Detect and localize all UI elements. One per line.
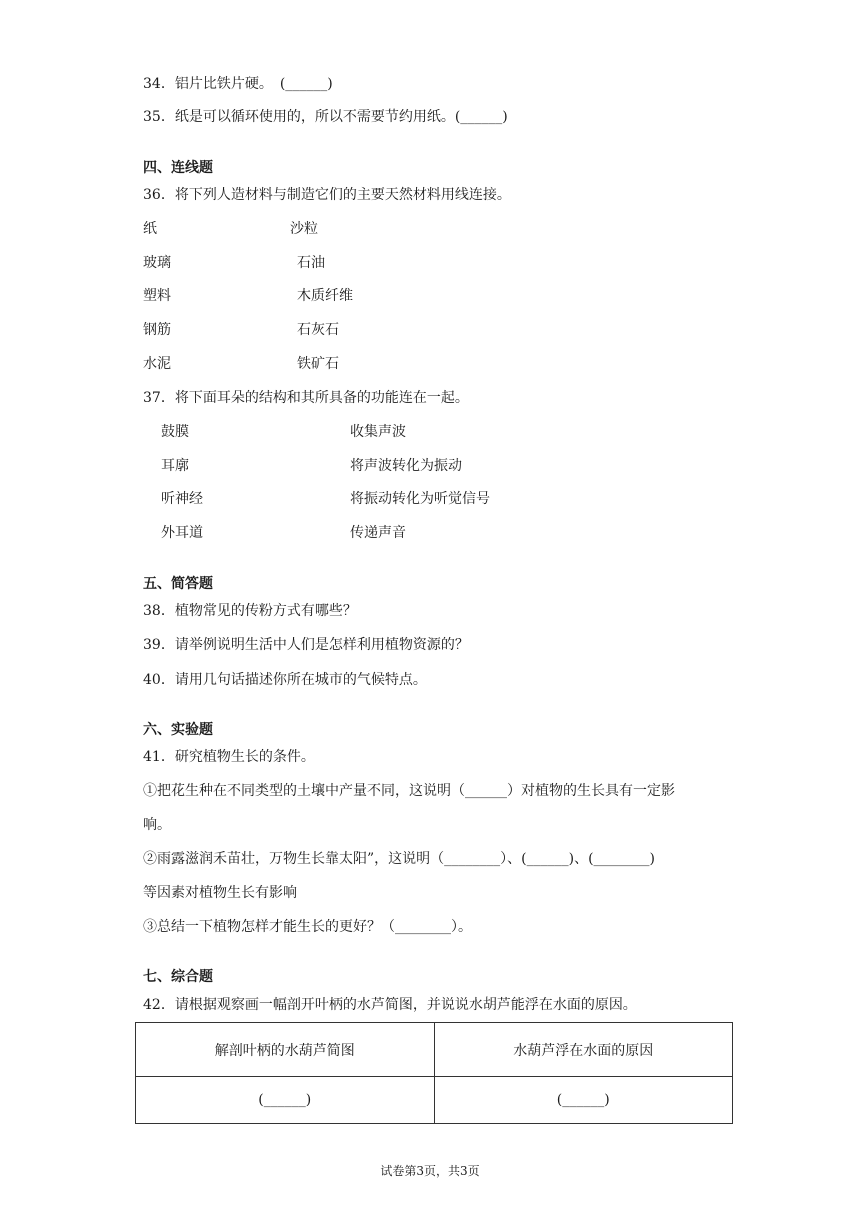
question-39: 39．请举例说明生活中人们是怎样利用植物资源的？	[143, 637, 469, 653]
question-41-part2-cont: 等因素对植物生长有影响	[143, 885, 297, 901]
q37-left-item: 鼓膜	[161, 424, 189, 440]
q36-right-item: 铁矿石	[297, 356, 339, 372]
section-heading-5: 五、简答题	[143, 576, 213, 592]
section-heading-6: 六、实验题	[143, 722, 213, 738]
question-35: 35．纸是可以循环使用的，所以不需要节约用纸。(______)	[143, 109, 508, 125]
q36-left-item: 水泥	[143, 356, 171, 372]
q36-right-item: 石灰石	[297, 322, 339, 338]
section-heading-4: 四、连线题	[143, 160, 213, 176]
section-heading-7: 七、综合题	[143, 969, 213, 985]
question-37: 37．将下面耳朵的结构和其所具备的功能连在一起。	[143, 390, 469, 406]
question-41: 41．研究植物生长的条件。	[143, 749, 315, 765]
answer-blank-cell[interactable]: (______)	[434, 1077, 733, 1124]
question-40: 40．请用几句话描述你所在城市的气候特点。	[143, 672, 427, 688]
table-header-cell: 解剖叶柄的水葫芦简图	[136, 1023, 435, 1077]
answer-blank-cell[interactable]: (______)	[136, 1077, 435, 1124]
answer-table	[135, 1022, 733, 1124]
question-41-part2: ②雨露滋润禾苗壮，万物生长靠太阳”，这说明（________）、(______)、(________)	[143, 851, 656, 867]
q37-right-item: 收集声波	[350, 424, 406, 440]
question-41-part1: ①把花生种在不同类型的土壤中产量不同，这说明（______）对植物的生长具有一定影	[143, 783, 675, 799]
q36-left-item: 钢筋	[143, 322, 171, 338]
q36-left-item: 玻璃	[143, 255, 171, 271]
question-42: 42．请根据观察画一幅剖开叶柄的水芦简图，并说说水胡芦能浮在水面的原因。	[143, 997, 637, 1013]
q37-right-item: 将声波转化为振动	[350, 458, 462, 474]
q37-left-item: 外耳道	[161, 525, 203, 541]
page-footer: 试卷第3页，共3页	[380, 1164, 480, 1178]
table-header-cell: 水葫芦浮在水面的原因	[434, 1023, 733, 1077]
q37-right-item: 将振动转化为听觉信号	[350, 491, 490, 507]
q36-left-item: 塑料	[143, 288, 171, 304]
question-34: 34．铝片比铁片硬。 (______)	[143, 76, 333, 92]
question-36: 36．将下列人造材料与制造它们的主要天然材料用线连接。	[143, 187, 511, 203]
q36-right-item: 沙粒	[290, 221, 318, 237]
q37-left-item: 耳廓	[161, 458, 189, 474]
q36-left-item: 纸	[143, 221, 157, 237]
q37-right-item: 传递声音	[350, 525, 406, 541]
q36-right-item: 木质纤维	[297, 288, 353, 304]
q36-right-item: 石油	[297, 255, 325, 271]
q37-left-item: 听神经	[161, 491, 203, 507]
question-41-part1-cont: 响。	[143, 817, 171, 833]
question-38: 38．植物常见的传粉方式有哪些？	[143, 603, 357, 619]
question-41-part3: ③总结一下植物怎样才能生长的更好？（________）。	[143, 919, 472, 935]
